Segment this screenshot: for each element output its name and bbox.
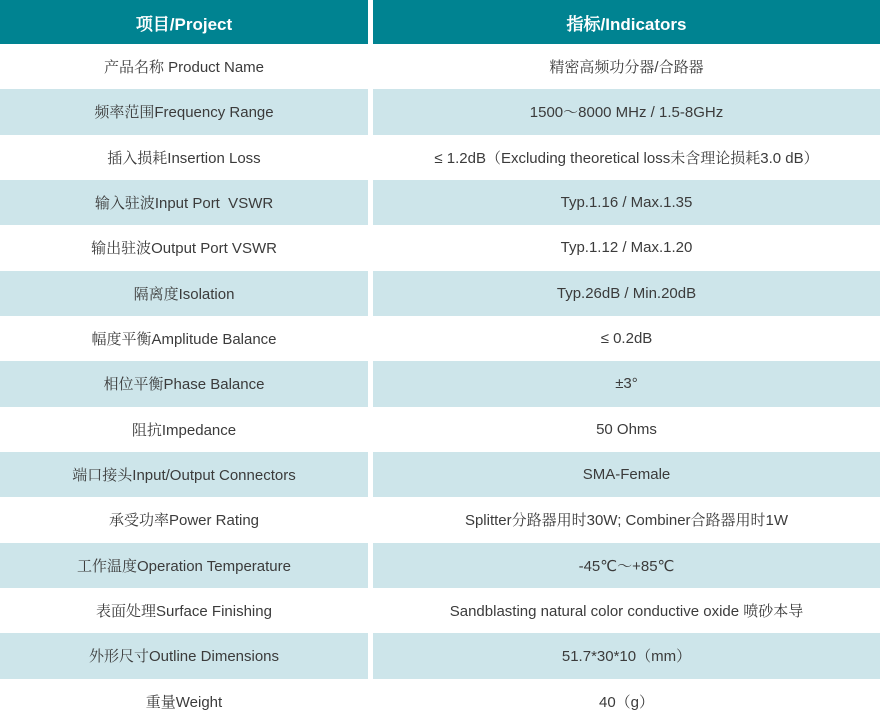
indicator-cell: 40（g） <box>373 679 880 724</box>
table-row <box>0 543 880 588</box>
indicator-cell: 精密高频功分器/合路器 <box>373 44 880 89</box>
indicator-cell: 1500～8000 MHz / 1.5-8GHz <box>373 89 880 134</box>
indicator-cell: ±3° <box>373 361 880 406</box>
project-cell: 相位平衡Phase Balance <box>0 361 368 406</box>
table-row <box>0 89 880 134</box>
table-row <box>0 135 880 180</box>
project-cell: 隔离度Isolation <box>0 271 368 316</box>
indicator-cell: Typ.1.16 / Max.1.35 <box>373 180 880 225</box>
table-row <box>0 361 880 406</box>
table-row <box>0 588 880 633</box>
table-row <box>0 316 880 361</box>
project-cell: 频率范围Frequency Range <box>0 89 368 134</box>
indicator-cell: ≤ 0.2dB <box>373 316 880 361</box>
project-cell: 插入损耗Insertion Loss <box>0 135 368 180</box>
project-cell: 重量Weight <box>0 679 368 724</box>
project-cell: 阻抗Impedance <box>0 407 368 452</box>
indicator-cell: Typ.26dB / Min.20dB <box>373 271 880 316</box>
project-cell: 输入驻波Input Port VSWR <box>0 180 368 225</box>
table-row <box>0 633 880 678</box>
table-row <box>0 225 880 270</box>
table-row <box>0 44 880 89</box>
table-row <box>0 407 880 452</box>
table-header-row <box>0 0 880 44</box>
indicator-cell: ≤ 1.2dB（Excluding theoretical loss未含理论损耗3.0 dB） <box>373 135 880 180</box>
indicator-cell: SMA-Female <box>373 452 880 497</box>
indicator-cell: Splitter分路器用时30W; Combiner合路器用时1W <box>373 497 880 542</box>
indicator-cell: Typ.1.12 / Max.1.20 <box>373 225 880 270</box>
indicator-cell: -45℃～+85℃ <box>373 543 880 588</box>
project-cell: 产品名称 Product Name <box>0 44 368 89</box>
project-cell: 端口接头Input/Output Connectors <box>0 452 368 497</box>
project-cell: 外形尺寸Outline Dimensions <box>0 633 368 678</box>
project-cell: 输出驻波Output Port VSWR <box>0 225 368 270</box>
table-row <box>0 180 880 225</box>
project-cell: 幅度平衡Amplitude Balance <box>0 316 368 361</box>
indicator-cell: Sandblasting natural color conductive oxide 喷砂本导 <box>373 588 880 633</box>
header-project-cell: 项目/Project <box>0 0 368 44</box>
table-row <box>0 452 880 497</box>
indicator-cell: 51.7*30*10（mm） <box>373 633 880 678</box>
table-row <box>0 497 880 542</box>
indicator-cell: 50 Ohms <box>373 407 880 452</box>
table-row <box>0 679 880 724</box>
table-row <box>0 271 880 316</box>
project-cell: 工作温度Operation Temperature <box>0 543 368 588</box>
project-cell: 表面处理Surface Finishing <box>0 588 368 633</box>
header-indicators-cell: 指标/Indicators <box>373 0 880 44</box>
project-cell: 承受功率Power Rating <box>0 497 368 542</box>
